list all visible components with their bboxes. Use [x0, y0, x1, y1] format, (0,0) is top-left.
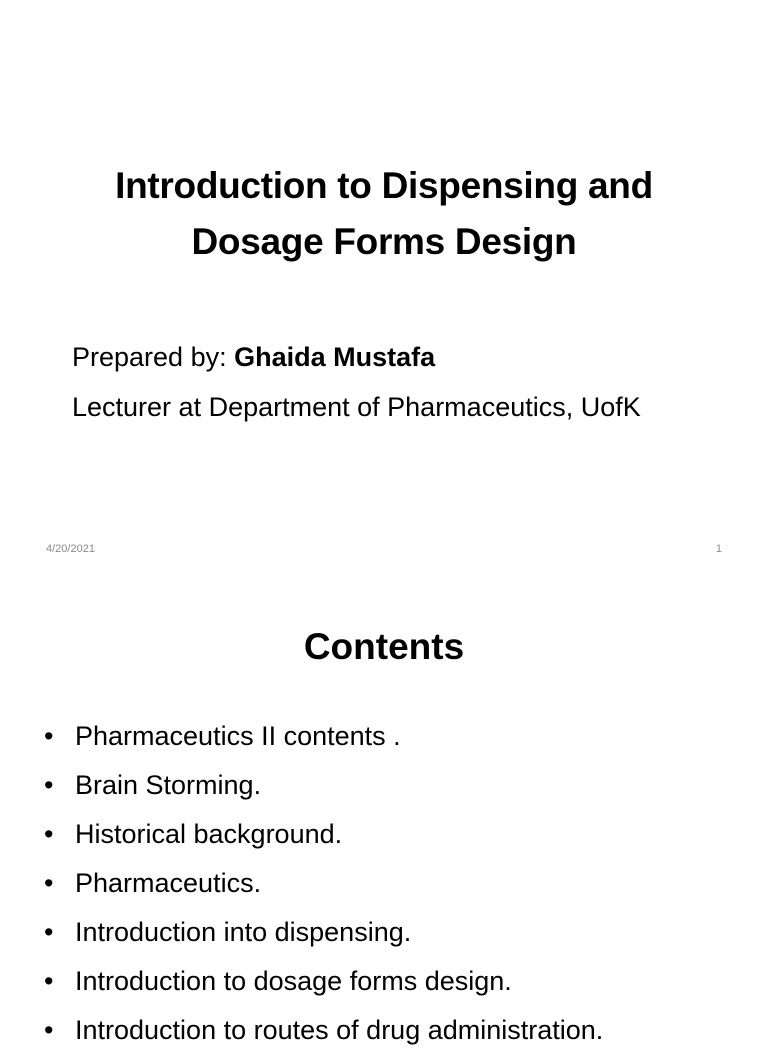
- list-item-text: Introduction to dosage forms design.: [75, 966, 512, 996]
- list-item-text: Introduction into dispensing.: [75, 917, 412, 947]
- list-item-text: Brain Storming.: [75, 770, 262, 800]
- list-item-text: Historical background.: [75, 819, 343, 849]
- list-item-text: Introduction to routes of drug administration.: [75, 1015, 604, 1045]
- list-item: [0, 1006, 768, 1055]
- slide-title-line-1: Introduction to Dispensing and: [115, 165, 653, 206]
- slide-title-line-2: Dosage Forms Design: [191, 221, 577, 262]
- contents-list: [0, 712, 768, 1055]
- list-item: [0, 859, 768, 908]
- bullet-icon: •: [44, 917, 54, 947]
- slide-page-number: 1: [715, 543, 722, 555]
- bullet-icon: •: [44, 868, 54, 898]
- bullet-icon: •: [44, 966, 54, 996]
- list-item-text: Pharmaceutics.: [75, 868, 262, 898]
- author-name: Ghaida Mustafa: [234, 342, 436, 372]
- list-item: [0, 908, 768, 957]
- slide-2: [0, 576, 768, 1045]
- bullet-icon: •: [44, 819, 54, 849]
- list-item-text: Pharmaceutics II contents .: [75, 721, 401, 751]
- bullet-icon: •: [44, 1015, 54, 1045]
- prepared-by: [72, 337, 435, 377]
- list-item: [0, 810, 768, 859]
- slide-title: [0, 158, 768, 270]
- list-item: [0, 712, 768, 761]
- slide-date: 4/20/2021: [46, 543, 95, 555]
- author-affiliation: Lecturer at Department of Pharmaceutics, UofK: [72, 392, 641, 422]
- list-item: [0, 761, 768, 810]
- prepared-by-label: Prepared by:: [72, 342, 235, 372]
- list-item: [0, 957, 768, 1006]
- bullet-icon: •: [44, 770, 54, 800]
- contents-title: Contents: [303, 626, 465, 667]
- bullet-icon: •: [44, 721, 54, 751]
